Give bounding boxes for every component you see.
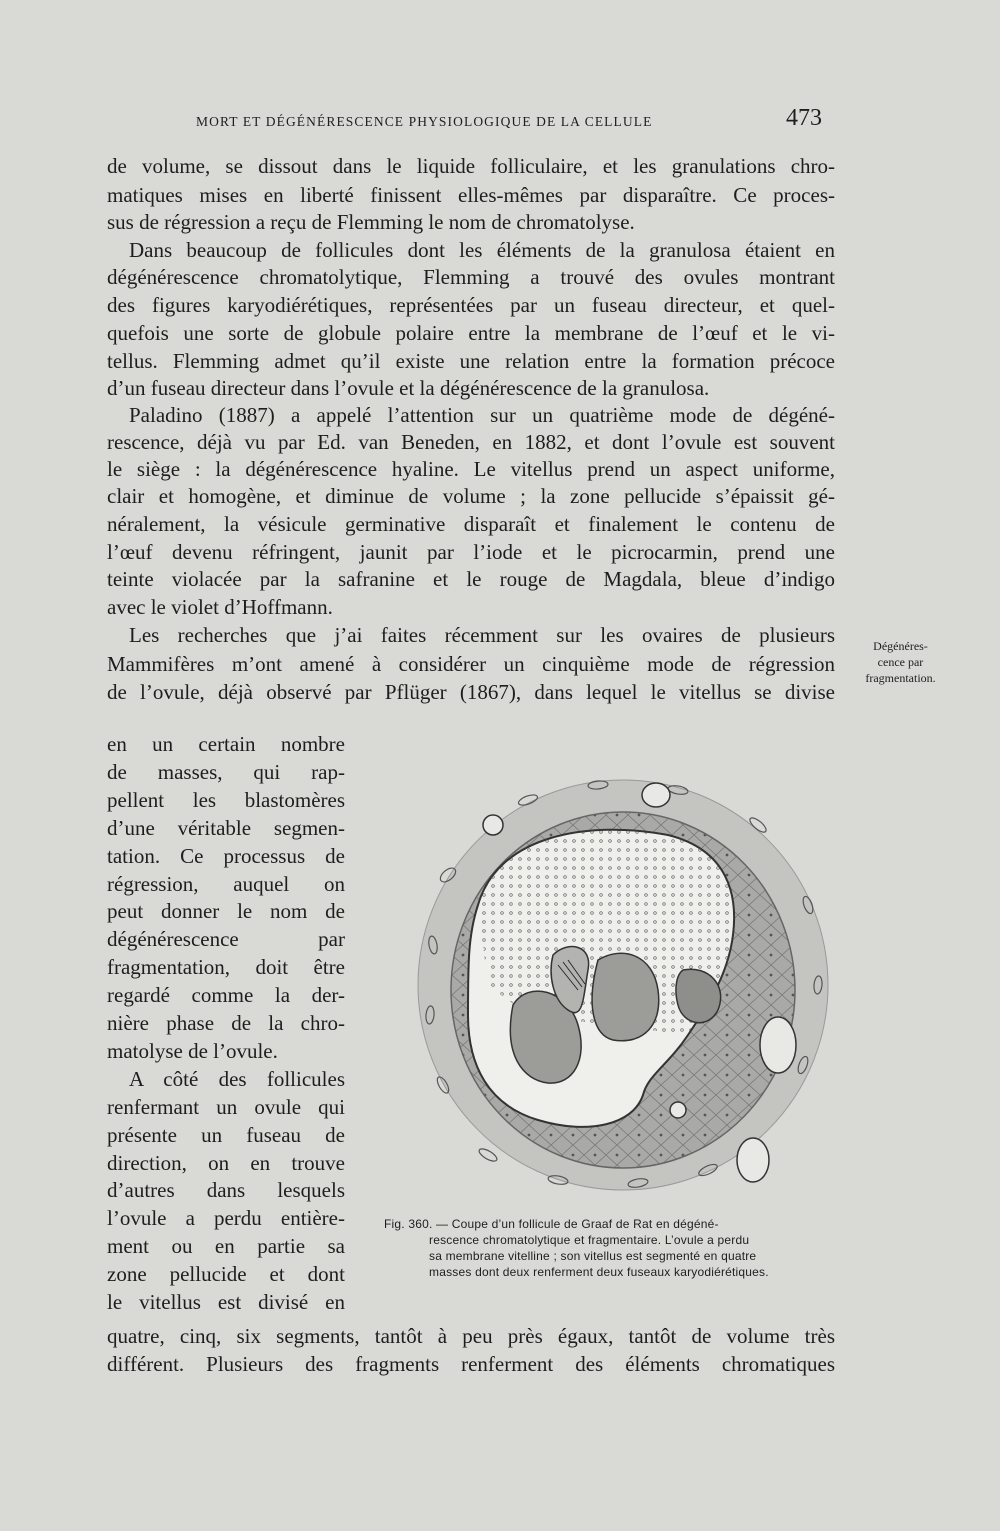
margin-note [843, 638, 958, 686]
column-text-line: le vitellus est divisé en [107, 1290, 345, 1314]
text-line: avec le violet d’Hoffmann. [107, 595, 333, 619]
column-text-line: de masses, qui rap- [107, 759, 345, 784]
text-line: rescence, déjà vu par Ed. van Beneden, en 1882, et dont l’ovule est souvent [107, 430, 835, 454]
text-line: de l’ovule, déjà observé par Pflüger (1867), dans lequel le vitellus se divise [107, 680, 835, 704]
column-text-line: nière phase de la chro- [107, 1011, 345, 1035]
column-text-line: matolyse de l’ovule. [107, 1038, 278, 1063]
column-text-line: renfermant un ovule qui [107, 1094, 345, 1119]
text-line: quefois une sorte de globule polaire entre la membrane de l’œuf et le vi- [107, 321, 835, 345]
column-text-line: présente un fuseau de [107, 1122, 345, 1147]
text-line: tellus. Flemming admet qu’il existe une relation entre la formation précoce [107, 349, 835, 373]
column-text-line: direction, on en trouve [107, 1150, 345, 1175]
column-text-line: en un certain nombre [107, 732, 345, 756]
text-line: différent. Plusieurs des fragments renferment des éléments chromatiques [107, 1352, 835, 1376]
text-line: dégénérescence chromatolytique, Flemming a trouvé des ovules montrant [107, 265, 835, 289]
column-text-line: d’une véritable segmen- [107, 815, 345, 840]
column-text-line: régression, auquel on [107, 871, 345, 896]
text-line: clair et homogène, et diminue de volume ; la zone pellucide s’épaissit gé- [107, 484, 835, 508]
figure-caption [384, 1216, 849, 1280]
text-line: matiques mises en liberté finissent elles-mêmes par disparaître. Ce proces- [107, 183, 835, 207]
follicle-illustration [408, 765, 848, 1205]
text-line: d’un fuseau directeur dans l’ovule et la dégénérescence de la granulosa. [107, 376, 710, 400]
text-line: Dans beaucoup de follicules dont les éléments de la granulosa étaient en [129, 238, 835, 262]
column-text-line: peut donner le nom de [107, 899, 345, 924]
text-line: teinte violacée par la safranine et le rouge de Magdala, bleue d’indigo [107, 567, 835, 591]
column-text-line: pellent les blastomères [107, 787, 345, 812]
column-text-line: d’autres dans lesquels [107, 1178, 345, 1203]
text-line: sus de régression a reçu de Flemming le nom de chromatolyse. [107, 210, 635, 234]
column-text-line: tation. Ce processus de [107, 843, 345, 868]
column-text-line: dégénérescence par [107, 927, 345, 952]
text-line: l’œuf devenu réfringent, jaunit par l’iode et le picrocarmin, prend une [107, 540, 835, 564]
column-text-line: fragmentation, doit être [107, 955, 345, 980]
text-line: le siège : la dégénérescence hyaline. Le vitellus prend un aspect uniforme, [107, 457, 835, 481]
column-text-line: ment ou en partie sa [107, 1234, 345, 1259]
text-line: néralement, la vésicule germinative disparaît et finalement le contenu de [107, 512, 835, 536]
text-line: quatre, cinq, six segments, tantôt à peu près égaux, tantôt de volume très [107, 1324, 835, 1348]
caption-line: sa membrane vitelline ; son vitellus est segmenté en quatre [429, 1249, 757, 1263]
vitellus-fragment [592, 953, 659, 1041]
text-line: des figures karyodiérétiques, représentées par un fuseau directeur, et quel- [107, 293, 835, 317]
text-line: Mammifères m’ont amené à considérer un cinquième mode de régression [107, 652, 835, 676]
caption-line: rescence chromatolytique et fragmentaire. L’ovule a perdu [429, 1233, 750, 1247]
margin-note-line: cence par [877, 655, 924, 669]
column-text-line: regardé comme la der- [107, 983, 345, 1008]
column-text-line: A côté des follicules [129, 1066, 345, 1091]
text-line: Paladino (1887) a appelé l’attention sur un quatrième mode de dégéné- [129, 403, 835, 427]
column-text-line: zone pellucide et dont [107, 1262, 345, 1287]
text-line: de volume, se dissout dans le liquide folliculaire, et les granulations chro- [107, 154, 835, 178]
caption-line: Fig. 360. — Coupe d’un follicule de Graaf de Rat en dégéné- [384, 1217, 719, 1231]
column-text-line: l’ovule a perdu entière- [107, 1206, 345, 1231]
text-line: Les recherches que j’ai faites récemment sur les ovaires de plusieurs [129, 623, 835, 647]
margin-note-line: fragmentation. [865, 671, 936, 685]
caption-line: masses dont deux renferment deux fuseaux karyodiérétiques. [429, 1265, 769, 1279]
page-number: 473 [786, 105, 822, 131]
running-title: MORT ET DÉGÉNÉRESCENCE PHYSIOLOGIQUE DE LA CELLULE [196, 114, 653, 129]
margin-note-line: Dégénéres- [873, 639, 928, 653]
